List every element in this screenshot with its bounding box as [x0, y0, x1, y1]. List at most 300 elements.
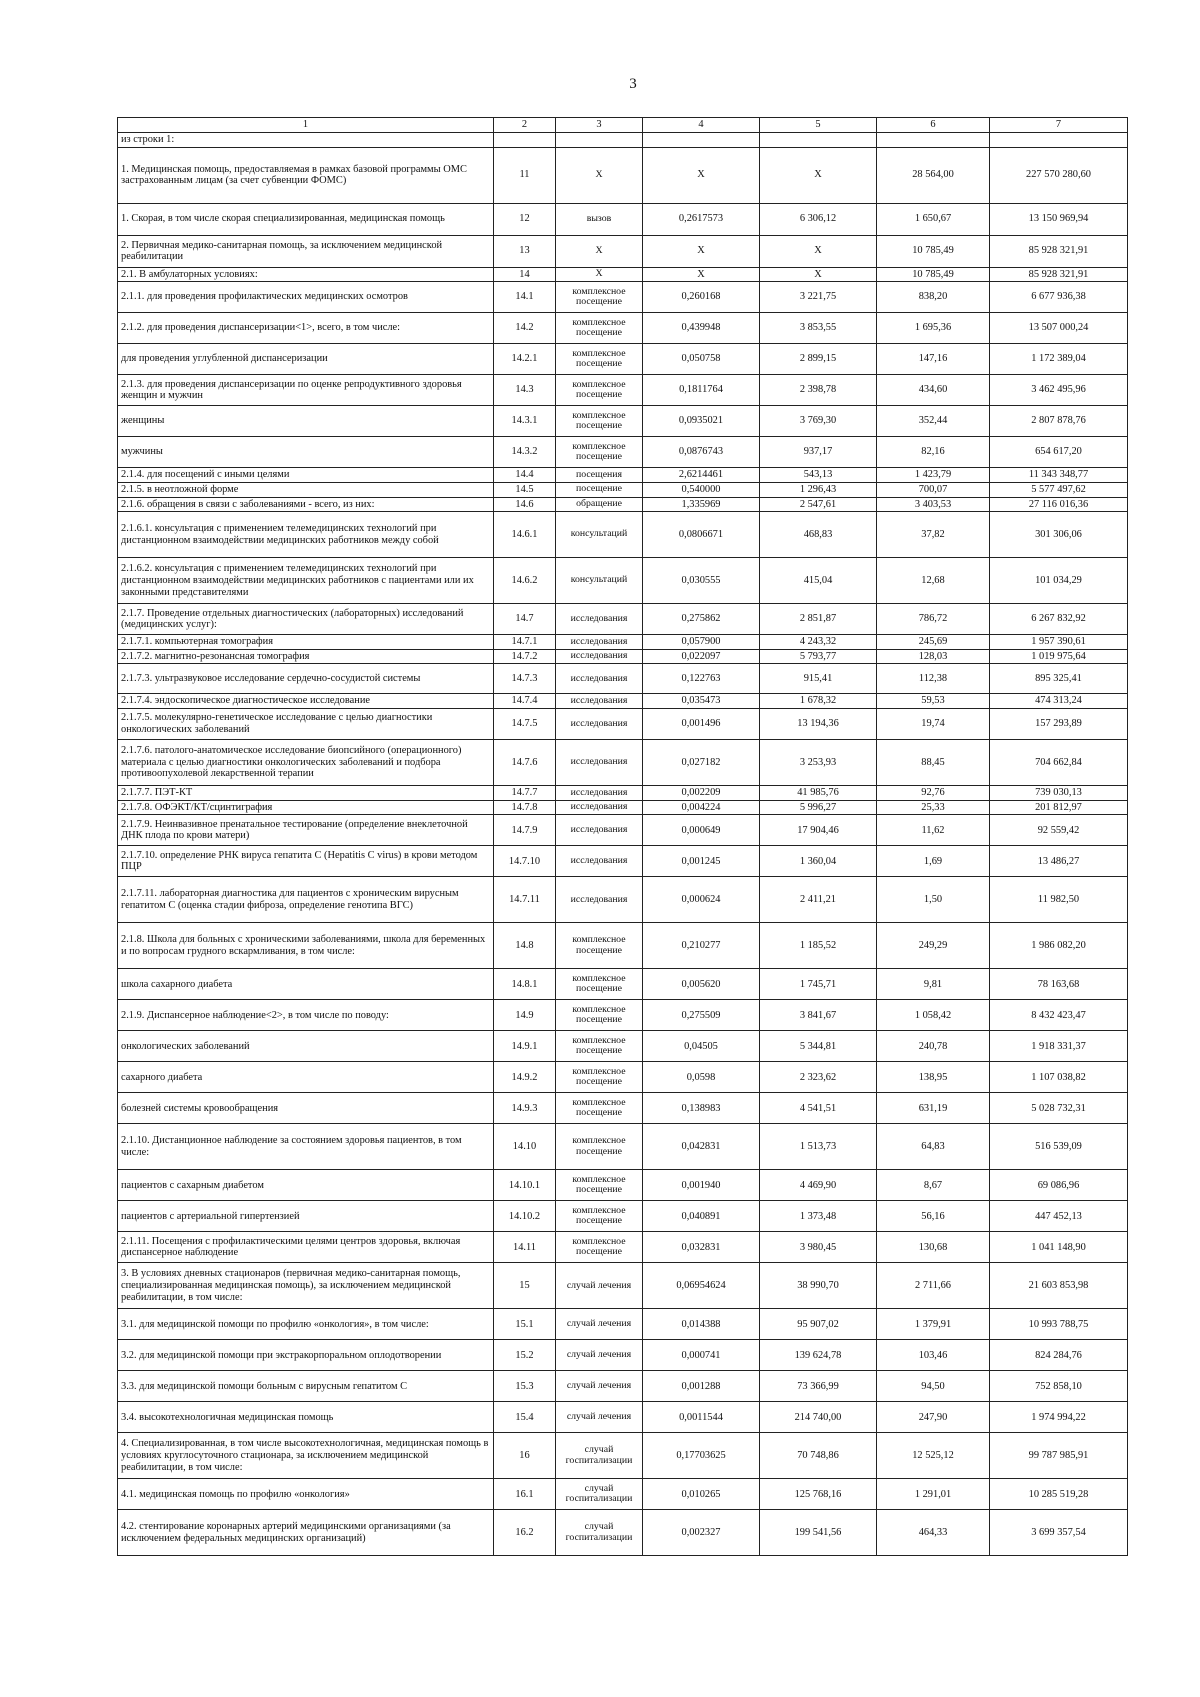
- cost-per-unit-cell: X: [760, 235, 877, 267]
- row-code-cell: 16.1: [494, 1479, 556, 1510]
- table-row: [118, 1340, 1128, 1371]
- per-capita-norm-cell: 147,16: [877, 344, 990, 375]
- cost-per-unit-cell: 3 769,30: [760, 406, 877, 437]
- table-row: [118, 1031, 1128, 1062]
- cost-per-unit-cell: X: [760, 147, 877, 203]
- volume-norm-cell: 0,0598: [643, 1062, 760, 1093]
- cost-per-unit-cell: 13 194,36: [760, 709, 877, 740]
- volume-norm-cell: 0,000741: [643, 1340, 760, 1371]
- per-capita-norm-cell: 64,83: [877, 1124, 990, 1170]
- unit-cell: случай лечения: [556, 1371, 643, 1402]
- total-cost-cell: 1 957 390,61: [990, 635, 1128, 650]
- unit-cell: комплексное посещение: [556, 406, 643, 437]
- unit-cell: исследования: [556, 786, 643, 801]
- row-code-cell: 14.2: [494, 313, 556, 344]
- row-code-cell: 14.7.3: [494, 664, 556, 694]
- unit-cell: комплексное посещение: [556, 1124, 643, 1170]
- total-cost-cell: 13 486,27: [990, 846, 1128, 877]
- volume-norm-cell: 0,138983: [643, 1093, 760, 1124]
- total-cost-cell: 10 993 788,75: [990, 1309, 1128, 1340]
- total-cost-cell: 101 034,29: [990, 558, 1128, 604]
- row-code-cell: 14.3.1: [494, 406, 556, 437]
- unit-cell: случай лечения: [556, 1340, 643, 1371]
- unit-cell: исследования: [556, 694, 643, 709]
- row-code-cell: 14.6.2: [494, 558, 556, 604]
- per-capita-norm-cell: 8,67: [877, 1170, 990, 1201]
- header-cell: 2: [494, 118, 556, 133]
- cost-per-unit-cell: 5 344,81: [760, 1031, 877, 1062]
- cost-per-unit-cell: 2 851,87: [760, 604, 877, 635]
- total-cost-cell: 92 559,42: [990, 815, 1128, 846]
- volume-norm-cell: 0,06954624: [643, 1263, 760, 1309]
- table-row: [118, 482, 1128, 497]
- table-row: [118, 709, 1128, 740]
- cost-per-unit-cell: 38 990,70: [760, 1263, 877, 1309]
- table-row: [118, 437, 1128, 468]
- cost-per-unit-cell: 937,17: [760, 437, 877, 468]
- total-cost-cell: 11 982,50: [990, 877, 1128, 923]
- row-label-cell: 3.4. высокотехнологичная медицинская помощь: [118, 1402, 494, 1433]
- unit-cell: посещение: [556, 482, 643, 497]
- unit-cell: X: [556, 267, 643, 282]
- per-capita-norm-cell: 59,53: [877, 694, 990, 709]
- row-code-cell: 14.7.10: [494, 846, 556, 877]
- row-label-cell: 2.1.1. для проведения профилактических медицинских осмотров: [118, 282, 494, 313]
- table-row: [118, 313, 1128, 344]
- volume-norm-cell: 0,042831: [643, 1124, 760, 1170]
- per-capita-norm-cell: 82,16: [877, 437, 990, 468]
- row-code-cell: 15.3: [494, 1371, 556, 1402]
- row-label-cell: 2.1.7.7. ПЭТ-КТ: [118, 786, 494, 801]
- per-capita-norm-cell: 88,45: [877, 740, 990, 786]
- per-capita-norm-cell: 19,74: [877, 709, 990, 740]
- cost-per-unit-cell: 73 366,99: [760, 1371, 877, 1402]
- total-cost-cell: 5 028 732,31: [990, 1093, 1128, 1124]
- row-code-cell: 16: [494, 1433, 556, 1479]
- unit-cell: случай госпитализации: [556, 1510, 643, 1556]
- unit-cell: комплексное посещение: [556, 375, 643, 406]
- cost-per-unit-cell: 6 306,12: [760, 203, 877, 235]
- row-label-cell: 2.1.10. Дистанционное наблюдение за состоянием здоровья пациентов, в том числе:: [118, 1124, 494, 1170]
- cost-per-unit-cell: 199 541,56: [760, 1510, 877, 1556]
- total-cost-cell: 895 325,41: [990, 664, 1128, 694]
- row-code-cell: 14.3.2: [494, 437, 556, 468]
- total-cost-cell: 1 107 038,82: [990, 1062, 1128, 1093]
- per-capita-norm-cell: 12,68: [877, 558, 990, 604]
- row-label-cell: 2.1.6.2. консультация с применением телемедицинских технологий при дистанционном взаимодействии медицинских работников с пациентами или их законными представителями: [118, 558, 494, 604]
- per-capita-norm-cell: 10 785,49: [877, 267, 990, 282]
- total-cost-cell: 8 432 423,47: [990, 1000, 1128, 1031]
- total-cost-cell: 1 974 994,22: [990, 1402, 1128, 1433]
- unit-cell: исследования: [556, 649, 643, 664]
- cost-per-unit-cell: 2 398,78: [760, 375, 877, 406]
- volume-norm-cell: 0,057900: [643, 635, 760, 650]
- unit-cell: [556, 133, 643, 148]
- per-capita-norm-cell: 838,20: [877, 282, 990, 313]
- volume-norm-cell: X: [643, 147, 760, 203]
- per-capita-norm-cell: 3 403,53: [877, 497, 990, 512]
- total-cost-cell: 85 928 321,91: [990, 267, 1128, 282]
- table-row: [118, 344, 1128, 375]
- table-row: [118, 235, 1128, 267]
- total-cost-cell: 27 116 016,36: [990, 497, 1128, 512]
- row-code-cell: 14.9.3: [494, 1093, 556, 1124]
- row-label-cell: 2.1.7. Проведение отдельных диагностических (лабораторных) исследований (медицинских услуг):: [118, 604, 494, 635]
- row-label-cell: для проведения углубленной диспансеризации: [118, 344, 494, 375]
- cost-per-unit-cell: 4 541,51: [760, 1093, 877, 1124]
- total-cost-cell: 99 787 985,91: [990, 1433, 1128, 1479]
- unit-cell: консультаций: [556, 558, 643, 604]
- table-row: [118, 815, 1128, 846]
- total-cost-cell: 85 928 321,91: [990, 235, 1128, 267]
- row-label-cell: 2.1.7.8. ОФЭКТ/КТ/сцинтиграфия: [118, 800, 494, 815]
- row-label-cell: пациентов с сахарным диабетом: [118, 1170, 494, 1201]
- header-cell: 4: [643, 118, 760, 133]
- per-capita-norm-cell: 128,03: [877, 649, 990, 664]
- row-code-cell: 14.7.11: [494, 877, 556, 923]
- row-code-cell: 14.7.6: [494, 740, 556, 786]
- volume-norm-cell: 0,275862: [643, 604, 760, 635]
- cost-per-unit-cell: 543,13: [760, 468, 877, 483]
- volume-norm-cell: 0,0011544: [643, 1402, 760, 1433]
- total-cost-cell: 474 313,24: [990, 694, 1128, 709]
- total-cost-cell: 1 918 331,37: [990, 1031, 1128, 1062]
- cost-per-unit-cell: 70 748,86: [760, 1433, 877, 1479]
- per-capita-norm-cell: 103,46: [877, 1340, 990, 1371]
- header-cell: 7: [990, 118, 1128, 133]
- row-code-cell: 16.2: [494, 1510, 556, 1556]
- cost-per-unit-cell: 1 513,73: [760, 1124, 877, 1170]
- unit-cell: комплексное посещение: [556, 1000, 643, 1031]
- volume-norm-cell: 0,1811764: [643, 375, 760, 406]
- row-label-cell: 3.1. для медицинской помощи по профилю «онкология», в том числе:: [118, 1309, 494, 1340]
- volume-norm-cell: 0,022097: [643, 649, 760, 664]
- table-row: [118, 1232, 1128, 1263]
- table-row: [118, 635, 1128, 650]
- cost-per-unit-cell: 2 411,21: [760, 877, 877, 923]
- volume-norm-cell: 0,001496: [643, 709, 760, 740]
- row-code-cell: [494, 133, 556, 148]
- volume-norm-cell: 0,001288: [643, 1371, 760, 1402]
- unit-cell: исследования: [556, 635, 643, 650]
- row-label-cell: 3. В условиях дневных стационаров (первичная медико-санитарная помощь, специализированная медицинская помощь), за исключением медицинской реабилитации, в том числе:: [118, 1263, 494, 1309]
- cost-per-unit-cell: [760, 133, 877, 148]
- total-cost-cell: 516 539,09: [990, 1124, 1128, 1170]
- total-cost-cell: 13 150 969,94: [990, 203, 1128, 235]
- per-capita-norm-cell: 2 711,66: [877, 1263, 990, 1309]
- total-cost-cell: 301 306,06: [990, 512, 1128, 558]
- header-cell: 5: [760, 118, 877, 133]
- per-capita-norm-cell: 1,69: [877, 846, 990, 877]
- volume-norm-cell: 0,540000: [643, 482, 760, 497]
- row-code-cell: 15.1: [494, 1309, 556, 1340]
- row-label-cell: пациентов с артериальной гипертензией: [118, 1201, 494, 1232]
- volume-norm-cell: 0,439948: [643, 313, 760, 344]
- unit-cell: исследования: [556, 740, 643, 786]
- volume-norm-cell: 0,001245: [643, 846, 760, 877]
- volume-norm-cell: 2,6214461: [643, 468, 760, 483]
- cost-per-unit-cell: 125 768,16: [760, 1479, 877, 1510]
- per-capita-norm-cell: 249,29: [877, 923, 990, 969]
- volume-norm-cell: 0,2617573: [643, 203, 760, 235]
- row-code-cell: 14.7.1: [494, 635, 556, 650]
- cost-per-unit-cell: 3 980,45: [760, 1232, 877, 1263]
- cost-per-unit-cell: 95 907,02: [760, 1309, 877, 1340]
- row-label-cell: 2.1.7.9. Неинвазивное пренатальное тестирование (определение внеклеточной ДНК плода по крови матери): [118, 815, 494, 846]
- row-label-cell: болезней системы кровообращения: [118, 1093, 494, 1124]
- total-cost-cell: 824 284,76: [990, 1340, 1128, 1371]
- table-row: [118, 740, 1128, 786]
- total-cost-cell: 5 577 497,62: [990, 482, 1128, 497]
- row-label-cell: 2.1.6. обращения в связи с заболеваниями - всего, из них:: [118, 497, 494, 512]
- total-cost-cell: 157 293,89: [990, 709, 1128, 740]
- row-label-cell: 2.1.7.11. лабораторная диагностика для пациентов с хроническим вирусным гепатитом С (оценка стадии фиброза, определение генотипа ВГС): [118, 877, 494, 923]
- unit-cell: случай госпитализации: [556, 1433, 643, 1479]
- per-capita-norm-cell: 28 564,00: [877, 147, 990, 203]
- row-code-cell: 14.10.1: [494, 1170, 556, 1201]
- unit-cell: комплексное посещение: [556, 969, 643, 1000]
- row-label-cell: 2.1.2. для проведения диспансеризации<1>, всего, в том числе:: [118, 313, 494, 344]
- row-code-cell: 14.5: [494, 482, 556, 497]
- cost-per-unit-cell: 139 624,78: [760, 1340, 877, 1371]
- table-row: [118, 969, 1128, 1000]
- cost-per-unit-cell: 3 841,67: [760, 1000, 877, 1031]
- table-row: [118, 1093, 1128, 1124]
- row-label-cell: 4.1. медицинская помощь по профилю «онкология»: [118, 1479, 494, 1510]
- cost-per-unit-cell: 4 469,90: [760, 1170, 877, 1201]
- row-label-cell: 3.3. для медицинской помощи больным с вирусным гепатитом С: [118, 1371, 494, 1402]
- unit-cell: комплексное посещение: [556, 313, 643, 344]
- data-table: [117, 117, 1128, 1556]
- unit-cell: посещения: [556, 468, 643, 483]
- table-row: [118, 558, 1128, 604]
- cost-per-unit-cell: 3 221,75: [760, 282, 877, 313]
- cost-per-unit-cell: 2 547,61: [760, 497, 877, 512]
- row-label-cell: 2.1.8. Школа для больных с хроническими заболеваниями, школа для беременных и по вопросам грудного вскармливания, в том числе:: [118, 923, 494, 969]
- unit-cell: X: [556, 147, 643, 203]
- volume-norm-cell: 0,027182: [643, 740, 760, 786]
- unit-cell: комплексное посещение: [556, 344, 643, 375]
- row-label-cell: 2.1.7.10. определение РНК вируса гепатита С (Hepatitis C virus) в крови методом ПЦР: [118, 846, 494, 877]
- table-row: [118, 1402, 1128, 1433]
- volume-norm-cell: 0,050758: [643, 344, 760, 375]
- volume-norm-cell: 0,002209: [643, 786, 760, 801]
- cost-per-unit-cell: 1 678,32: [760, 694, 877, 709]
- cost-per-unit-cell: 1 185,52: [760, 923, 877, 969]
- unit-cell: комплексное посещение: [556, 923, 643, 969]
- row-code-cell: 14.1: [494, 282, 556, 313]
- row-code-cell: 14.10.2: [494, 1201, 556, 1232]
- row-label-cell: 2.1.5. в неотложной форме: [118, 482, 494, 497]
- row-label-cell: 2.1.7.6. патолого-анатомическое исследование биопсийного (операционного) материала с целью диагностики онкологических заболеваний и подбора противоопухолевой лекарственной терапии: [118, 740, 494, 786]
- row-label-cell: 2.1.7.1. компьютерная томография: [118, 635, 494, 650]
- total-cost-cell: 704 662,84: [990, 740, 1128, 786]
- volume-norm-cell: X: [643, 267, 760, 282]
- per-capita-norm-cell: 138,95: [877, 1062, 990, 1093]
- unit-cell: комплексное посещение: [556, 1232, 643, 1263]
- row-code-cell: 11: [494, 147, 556, 203]
- per-capita-norm-cell: 1 058,42: [877, 1000, 990, 1031]
- row-label-cell: 2.1.6.1. консультация с применением телемедицинских технологий при дистанционном взаимодействии медицинских работников между собой: [118, 512, 494, 558]
- unit-cell: случай госпитализации: [556, 1479, 643, 1510]
- unit-cell: комплексное посещение: [556, 1031, 643, 1062]
- per-capita-norm-cell: 247,90: [877, 1402, 990, 1433]
- per-capita-norm-cell: 1 423,79: [877, 468, 990, 483]
- row-code-cell: 14.4: [494, 468, 556, 483]
- unit-cell: исследования: [556, 800, 643, 815]
- total-cost-cell: 1 041 148,90: [990, 1232, 1128, 1263]
- table-row: [118, 1371, 1128, 1402]
- unit-cell: случай лечения: [556, 1309, 643, 1340]
- table-row: [118, 282, 1128, 313]
- table-row: [118, 512, 1128, 558]
- row-code-cell: 14.9.2: [494, 1062, 556, 1093]
- total-cost-cell: 654 617,20: [990, 437, 1128, 468]
- row-label-cell: 2.1.7.4. эндоскопическое диагностическое исследование: [118, 694, 494, 709]
- table-row: [118, 877, 1128, 923]
- volume-norm-cell: 0,040891: [643, 1201, 760, 1232]
- total-cost-cell: 2 807 878,76: [990, 406, 1128, 437]
- cost-per-unit-cell: 1 360,04: [760, 846, 877, 877]
- unit-cell: исследования: [556, 709, 643, 740]
- per-capita-norm-cell: 9,81: [877, 969, 990, 1000]
- table-row: [118, 649, 1128, 664]
- unit-cell: комплексное посещение: [556, 1201, 643, 1232]
- table-row: [118, 375, 1128, 406]
- volume-norm-cell: 0,0935021: [643, 406, 760, 437]
- cost-per-unit-cell: X: [760, 267, 877, 282]
- table-row: [118, 1062, 1128, 1093]
- table-row: [118, 133, 1128, 148]
- total-cost-cell: 3 462 495,96: [990, 375, 1128, 406]
- table-row: [118, 468, 1128, 483]
- header-cell: 3: [556, 118, 643, 133]
- per-capita-norm-cell: 434,60: [877, 375, 990, 406]
- total-cost-cell: 1 019 975,64: [990, 649, 1128, 664]
- per-capita-norm-cell: 130,68: [877, 1232, 990, 1263]
- row-code-cell: 14.7.7: [494, 786, 556, 801]
- cost-per-unit-cell: 468,83: [760, 512, 877, 558]
- volume-norm-cell: 0,004224: [643, 800, 760, 815]
- cost-per-unit-cell: 1 373,48: [760, 1201, 877, 1232]
- row-code-cell: 14.7: [494, 604, 556, 635]
- header-cell: 6: [877, 118, 990, 133]
- volume-norm-cell: 0,005620: [643, 969, 760, 1000]
- row-label-cell: 2.1.7.3. ультразвуковое исследование сердечно-сосудистой системы: [118, 664, 494, 694]
- volume-norm-cell: 0,032831: [643, 1232, 760, 1263]
- total-cost-cell: 1 986 082,20: [990, 923, 1128, 969]
- volume-norm-cell: 0,260168: [643, 282, 760, 313]
- volume-norm-cell: 0,000624: [643, 877, 760, 923]
- row-code-cell: 14.2.1: [494, 344, 556, 375]
- total-cost-cell: 69 086,96: [990, 1170, 1128, 1201]
- cost-per-unit-cell: 2 323,62: [760, 1062, 877, 1093]
- row-label-cell: 2.1.4. для посещений с иными целями: [118, 468, 494, 483]
- row-label-cell: 3.2. для медицинской помощи при экстракорпоральном оплодотворении: [118, 1340, 494, 1371]
- volume-norm-cell: 0,0876743: [643, 437, 760, 468]
- row-code-cell: 14.9: [494, 1000, 556, 1031]
- table-row: [118, 497, 1128, 512]
- volume-norm-cell: 0,014388: [643, 1309, 760, 1340]
- per-capita-norm-cell: 92,76: [877, 786, 990, 801]
- total-cost-cell: 752 858,10: [990, 1371, 1128, 1402]
- table-row: [118, 694, 1128, 709]
- cost-per-unit-cell: 3 853,55: [760, 313, 877, 344]
- per-capita-norm-cell: 631,19: [877, 1093, 990, 1124]
- total-cost-cell: 6 267 832,92: [990, 604, 1128, 635]
- unit-cell: обращение: [556, 497, 643, 512]
- unit-cell: случай лечения: [556, 1402, 643, 1433]
- row-label-cell: 2.1.11. Посещения с профилактическими целями центров здоровья, включая диспансерное наблюдение: [118, 1232, 494, 1263]
- row-code-cell: 14.8.1: [494, 969, 556, 1000]
- cost-per-unit-cell: 41 985,76: [760, 786, 877, 801]
- row-label-cell: 2.1.7.2. магнитно-резонансная томография: [118, 649, 494, 664]
- row-code-cell: 14.7.9: [494, 815, 556, 846]
- row-code-cell: 15.4: [494, 1402, 556, 1433]
- table-row: [118, 1309, 1128, 1340]
- row-code-cell: 14.7.5: [494, 709, 556, 740]
- cost-per-unit-cell: 915,41: [760, 664, 877, 694]
- per-capita-norm-cell: 112,38: [877, 664, 990, 694]
- row-code-cell: 14: [494, 267, 556, 282]
- volume-norm-cell: 0,275509: [643, 1000, 760, 1031]
- row-code-cell: 14.3: [494, 375, 556, 406]
- table-header-row: [118, 118, 1128, 133]
- row-code-cell: 14.7.8: [494, 800, 556, 815]
- per-capita-norm-cell: 464,33: [877, 1510, 990, 1556]
- table-row: [118, 786, 1128, 801]
- per-capita-norm-cell: 700,07: [877, 482, 990, 497]
- unit-cell: комплексное посещение: [556, 282, 643, 313]
- per-capita-norm-cell: 37,82: [877, 512, 990, 558]
- unit-cell: комплексное посещение: [556, 1093, 643, 1124]
- volume-norm-cell: 0,030555: [643, 558, 760, 604]
- cost-per-unit-cell: 4 243,32: [760, 635, 877, 650]
- per-capita-norm-cell: 352,44: [877, 406, 990, 437]
- total-cost-cell: 11 343 348,77: [990, 468, 1128, 483]
- table-row: [118, 1263, 1128, 1309]
- cost-per-unit-cell: 415,04: [760, 558, 877, 604]
- row-label-cell: женщины: [118, 406, 494, 437]
- table-row: [118, 846, 1128, 877]
- row-code-cell: 14.11: [494, 1232, 556, 1263]
- volume-norm-cell: X: [643, 235, 760, 267]
- table-row: [118, 1479, 1128, 1510]
- volume-norm-cell: 0,04505: [643, 1031, 760, 1062]
- row-code-cell: 13: [494, 235, 556, 267]
- row-label-cell: 4.2. стентирование коронарных артерий медицинскими организациями (за исключением федеральных медицинских организаций): [118, 1510, 494, 1556]
- cost-per-unit-cell: 1 296,43: [760, 482, 877, 497]
- unit-cell: консультаций: [556, 512, 643, 558]
- total-cost-cell: 447 452,13: [990, 1201, 1128, 1232]
- cost-per-unit-cell: 5 793,77: [760, 649, 877, 664]
- row-code-cell: 14.9.1: [494, 1031, 556, 1062]
- table-row: [118, 406, 1128, 437]
- cost-per-unit-cell: 17 904,46: [760, 815, 877, 846]
- per-capita-norm-cell: 245,69: [877, 635, 990, 650]
- per-capita-norm-cell: 12 525,12: [877, 1433, 990, 1479]
- table-row: [118, 1433, 1128, 1479]
- row-label-cell: 2.1.7.5. молекулярно-генетическое исследование с целью диагностики онкологических заболеваний: [118, 709, 494, 740]
- table-row: [118, 1000, 1128, 1031]
- per-capita-norm-cell: 1 379,91: [877, 1309, 990, 1340]
- table-row: [118, 1201, 1128, 1232]
- volume-norm-cell: 0,122763: [643, 664, 760, 694]
- cost-per-unit-cell: 3 253,93: [760, 740, 877, 786]
- row-label-cell: 1. Скорая, в том числе скорая специализированная, медицинская помощь: [118, 203, 494, 235]
- per-capita-norm-cell: 10 785,49: [877, 235, 990, 267]
- cost-per-unit-cell: 2 899,15: [760, 344, 877, 375]
